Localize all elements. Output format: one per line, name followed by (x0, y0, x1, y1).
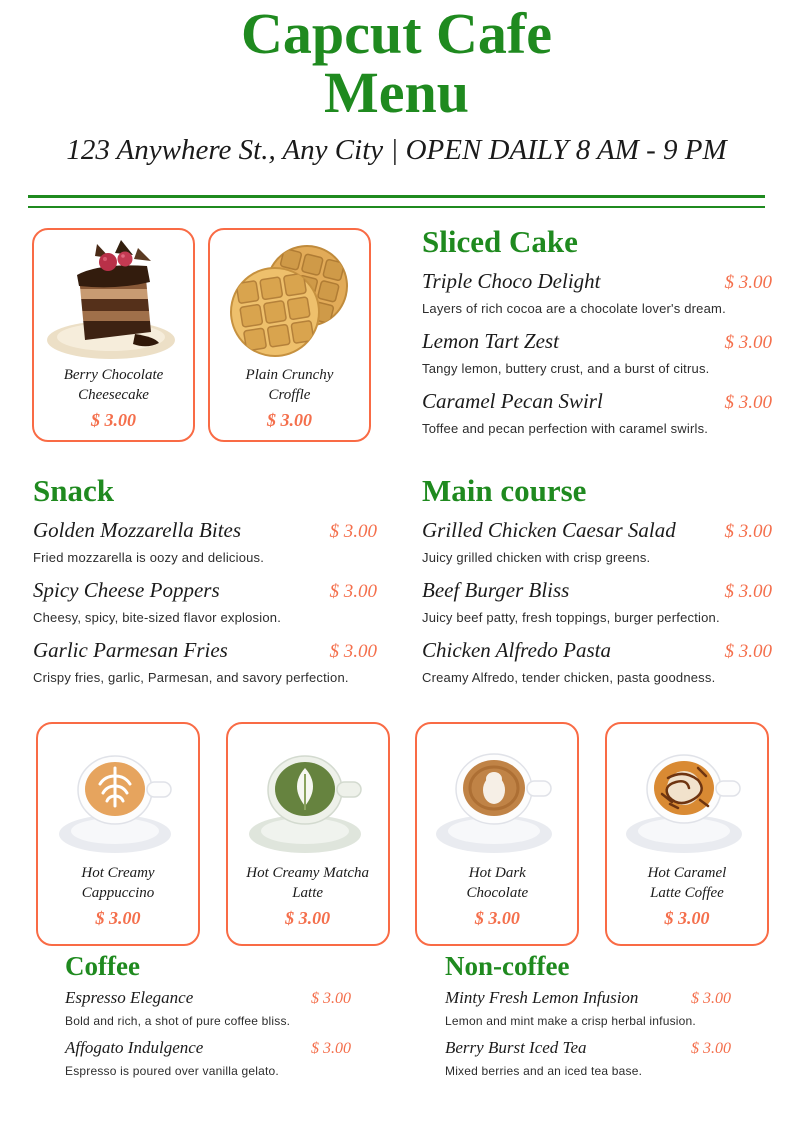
cappuccino-image (43, 734, 193, 864)
caramel-latte-image (612, 734, 762, 864)
item-name: Spicy Cheese Poppers (33, 578, 220, 603)
item-description: Juicy beef patty, fresh toppings, burger perfection. (422, 610, 720, 626)
item-price: $ 3.00 (691, 1039, 731, 1057)
card-item-name (466, 864, 528, 903)
item-price: $ 3.00 (329, 521, 377, 543)
card-name-line1: Hot Creamy (81, 865, 155, 881)
item-name: Golden Mozzarella Bites (33, 518, 242, 543)
card-name-line2: Latte Coffee (650, 884, 724, 901)
item-name: Chicken Alfredo Pasta (422, 638, 611, 663)
menu-item (65, 988, 351, 1028)
section-non-coffee (445, 952, 731, 1088)
card-name-line2: Chocolate (466, 884, 529, 901)
card-item-price: $ 3.00 (664, 908, 710, 928)
item-description: Creamy Alfredo, tender chicken, pasta goodness. (422, 670, 716, 686)
chocolate-cake-slice-image (39, 240, 189, 366)
item-description: Juicy grilled chicken with crisp greens. (422, 550, 651, 566)
item-description: Bold and rich, a shot of pure coffee bliss. (65, 1013, 291, 1028)
item-name: Espresso Elegance (65, 987, 194, 1007)
item-description: Tangy lemon, buttery crust, and a burst of citrus. (422, 361, 710, 377)
item-name: Affogato Indulgence (65, 1037, 204, 1057)
menu-item (422, 329, 772, 376)
menu-item (33, 578, 377, 625)
section-heading-coffee: Coffee (65, 951, 140, 981)
card-item-name (81, 864, 154, 903)
item-price: $ 3.00 (724, 521, 772, 543)
card-name-line2: Latte (292, 884, 324, 901)
section-sliced-cake (422, 225, 772, 449)
section-main-course (422, 474, 772, 698)
dessert-card-row (32, 228, 371, 442)
item-description: Fried mozzarella is oozy and delicious. (33, 550, 265, 566)
croffle-waffles-image (215, 240, 365, 366)
item-name: Garlic Parmesan Fries (33, 638, 228, 663)
card-item-name (64, 366, 164, 405)
item-price: $ 3.00 (724, 641, 772, 663)
section-heading-main-course: Main course (422, 473, 587, 508)
menu-item (422, 389, 772, 436)
card-name-line1: Plain Crunchy (245, 367, 334, 383)
item-name: Triple Choco Delight (422, 269, 601, 294)
menu-item (33, 518, 377, 565)
item-name: Beef Burger Bliss (422, 578, 570, 603)
item-name: Minty Fresh Lemon Infusion (445, 987, 639, 1007)
item-price: $ 3.00 (724, 272, 772, 294)
item-description: Cheesy, spicy, bite-sized flavor explosion. (33, 610, 282, 626)
item-name: Lemon Tart Zest (422, 329, 559, 354)
item-description: Crispy fries, garlic, Parmesan, and savory perfection. (33, 670, 349, 686)
item-price: $ 3.00 (691, 989, 731, 1007)
item-name: Grilled Chicken Caesar Salad (422, 518, 676, 543)
card-item-price: $ 3.00 (91, 410, 136, 430)
card-item-price: $ 3.00 (474, 908, 520, 928)
card-item-price: $ 3.00 (285, 908, 331, 928)
page-title-line2: Menu (324, 60, 469, 126)
matcha-latte-image (233, 734, 383, 864)
item-description: Mixed berries and an iced tea base. (445, 1063, 643, 1078)
menu-card-hot-creamy-cappuccino (36, 722, 200, 946)
menu-item (422, 638, 772, 685)
card-name-line2: Cheesecake (78, 386, 149, 403)
card-name-line1: Hot Dark (468, 865, 526, 881)
item-price: $ 3.00 (724, 332, 772, 354)
item-price: $ 3.00 (329, 581, 377, 603)
dark-chocolate-image (422, 734, 572, 864)
menu-card-hot-dark-chocolate (415, 722, 579, 946)
page-title-line1: Capcut Cafe (241, 1, 552, 66)
card-item-name (648, 864, 727, 903)
card-name-line2: Croffle (268, 386, 311, 403)
section-heading-non-coffee: Non-coffee (445, 951, 570, 981)
section-heading-sliced-cake: Sliced Cake (422, 224, 578, 259)
menu-card-plain-crunchy-croffle (208, 228, 371, 442)
section-heading-snack: Snack (33, 473, 114, 508)
menu-item (65, 1038, 351, 1078)
item-price: $ 3.00 (311, 989, 351, 1007)
card-item-price: $ 3.00 (267, 410, 312, 430)
item-description: Layers of rich cocoa are a chocolate lover's dream. (422, 301, 726, 317)
menu-header (0, 0, 793, 167)
section-snack (33, 474, 377, 698)
menu-item (422, 578, 772, 625)
card-name-line1: Berry Chocolate (63, 367, 164, 383)
item-name: Caramel Pecan Swirl (422, 389, 603, 414)
item-description: Espresso is poured over vanilla gelato. (65, 1063, 279, 1078)
item-price: $ 3.00 (724, 392, 772, 414)
item-description: Lemon and mint make a crisp herbal infusion. (445, 1013, 696, 1028)
item-price: $ 3.00 (724, 581, 772, 603)
card-item-name (246, 366, 334, 405)
page-title (0, 1, 793, 126)
menu-item (33, 638, 377, 685)
coffee-card-row (36, 722, 769, 946)
address-and-hours: 123 Anywhere St., Any City | OPEN DAILY 8 AM - 9 PM (66, 134, 727, 167)
card-item-name (246, 864, 369, 903)
menu-item (445, 1038, 731, 1078)
card-item-price: $ 3.00 (95, 908, 141, 928)
menu-card-hot-creamy-matcha-latte (226, 722, 390, 946)
card-name-line1: Hot Creamy Matcha (246, 865, 370, 881)
card-name-line1: Hot Caramel (647, 865, 727, 881)
menu-item (445, 988, 731, 1028)
menu-card-hot-caramel-latte-coffee (605, 722, 769, 946)
menu-item (422, 518, 772, 565)
menu-card-berry-chocolate-cheesecake (32, 228, 195, 442)
item-price: $ 3.00 (311, 1039, 351, 1057)
menu-item (422, 269, 772, 316)
section-coffee (65, 952, 351, 1088)
card-name-line2: Cappuccino (81, 884, 155, 901)
item-price: $ 3.00 (329, 641, 377, 663)
double-green-divider (28, 195, 765, 208)
item-name: Berry Burst Iced Tea (445, 1037, 587, 1057)
item-description: Toffee and pecan perfection with caramel swirls. (422, 421, 709, 437)
